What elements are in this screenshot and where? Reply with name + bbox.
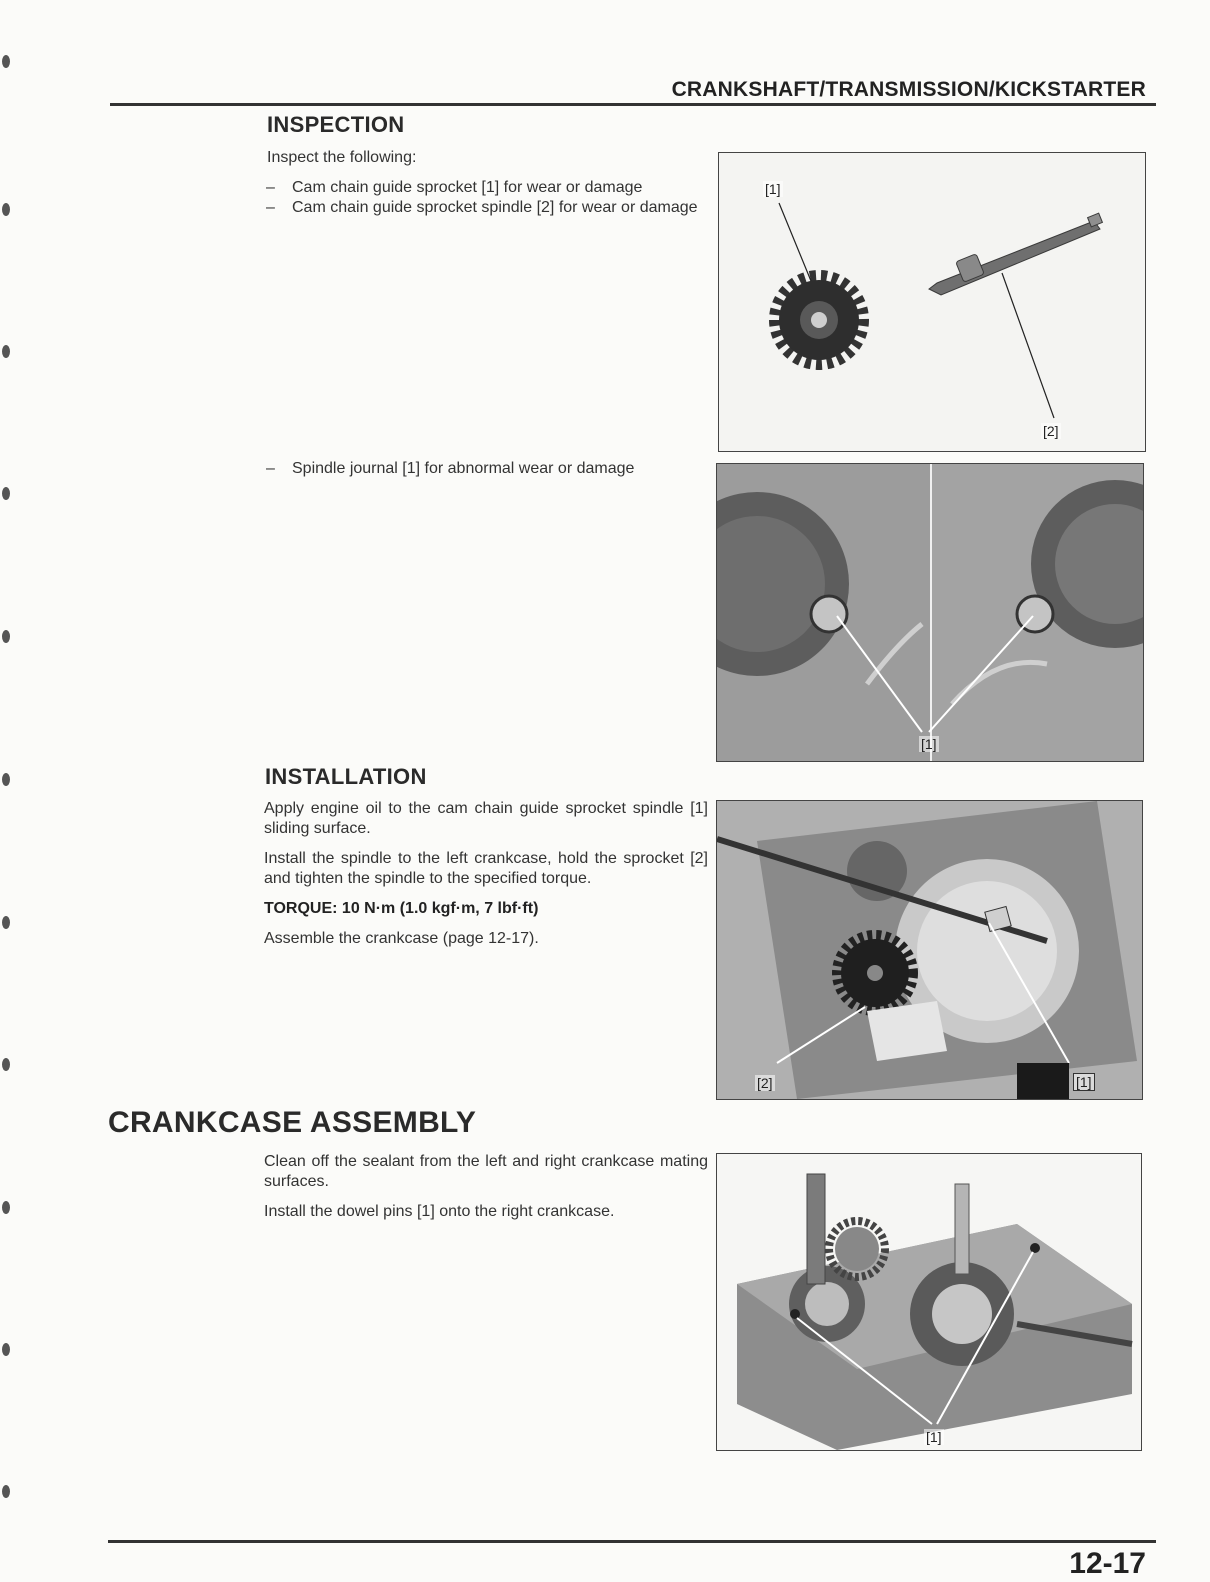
binder-hole [2,773,10,786]
dowel-pins-figure [716,1153,1142,1451]
binder-hole [2,916,10,929]
callout-label: [2] [757,1075,773,1091]
callout-label: [1] [765,181,781,197]
dowel-pins-photo [717,1154,1141,1450]
crankcase-assembly-heading: CRANKCASE ASSEMBLY [108,1106,477,1139]
crankcase-halves-figure [716,463,1144,762]
installation-paragraph: Install the spindle to the left crankcase, hold the sprocket [2] and tighten the spindle to the specified torque. [264,850,708,887]
torque-spec: TORQUE: 10 N·m (1.0 kgf·m, 7 lbf·ft) [264,900,539,917]
gear-stack-icon [829,1221,885,1277]
sprocket-spindle-figure [718,152,1146,452]
page-number: 12-17 [1069,1547,1146,1580]
crankcase-paragraph: Clean off the sealant from the left and right crankcase mating surfaces. [264,1153,708,1190]
binder-hole [2,1201,10,1214]
binder-hole [2,630,10,643]
list-item: – Cam chain guide sprocket [1] for wear or damage [266,178,708,198]
installation-text [264,799,708,959]
callout-label: [1] [921,736,937,752]
crankcase-assembly-text [264,1152,708,1232]
list-item: – Cam chain guide sprocket spindle [2] for wear or damage [266,198,708,218]
leader-line [1002,273,1054,418]
installation-figure [716,800,1143,1100]
crankcase-halves-photo [717,464,1143,761]
installation-heading: INSTALLATION [265,764,427,789]
callout-label: [1] [1073,1073,1095,1091]
callout-label: [2] [1043,423,1059,439]
section-title: CRANKSHAFT/TRANSMISSION/KICKSTARTER [671,78,1146,101]
header-rule [110,103,1156,106]
binder-hole [2,1485,10,1498]
inspection-list [266,178,708,218]
footer-rule [108,1540,1156,1543]
installation-photo [717,801,1142,1099]
binder-hole [2,345,10,358]
list-item: – Spindle journal [1] for abnormal wear or damage [266,459,708,479]
binder-hole [2,1343,10,1356]
callout-label: [1] [926,1429,942,1445]
binder-hole [2,1058,10,1071]
binder-hole [2,487,10,500]
inspection-intro: Inspect the following: [267,149,417,166]
installation-paragraph: Apply engine oil to the cam chain guide sprocket spindle [1] sliding surface. [264,800,708,837]
binder-hole [2,55,10,68]
inspection-heading: INSPECTION [267,112,405,137]
binder-hole [2,203,10,216]
inspection-list-2 [266,459,708,479]
installation-paragraph: Assemble the crankcase (page 12-17). [264,930,539,947]
crankcase-paragraph: Install the dowel pins [1] onto the right crankcase. [264,1203,615,1220]
tool-block [1017,1063,1069,1099]
sprocket-spindle-illustration [719,153,1145,451]
sprocket-icon [775,276,863,364]
spindle-icon [929,213,1102,295]
leader-line [779,203,811,281]
